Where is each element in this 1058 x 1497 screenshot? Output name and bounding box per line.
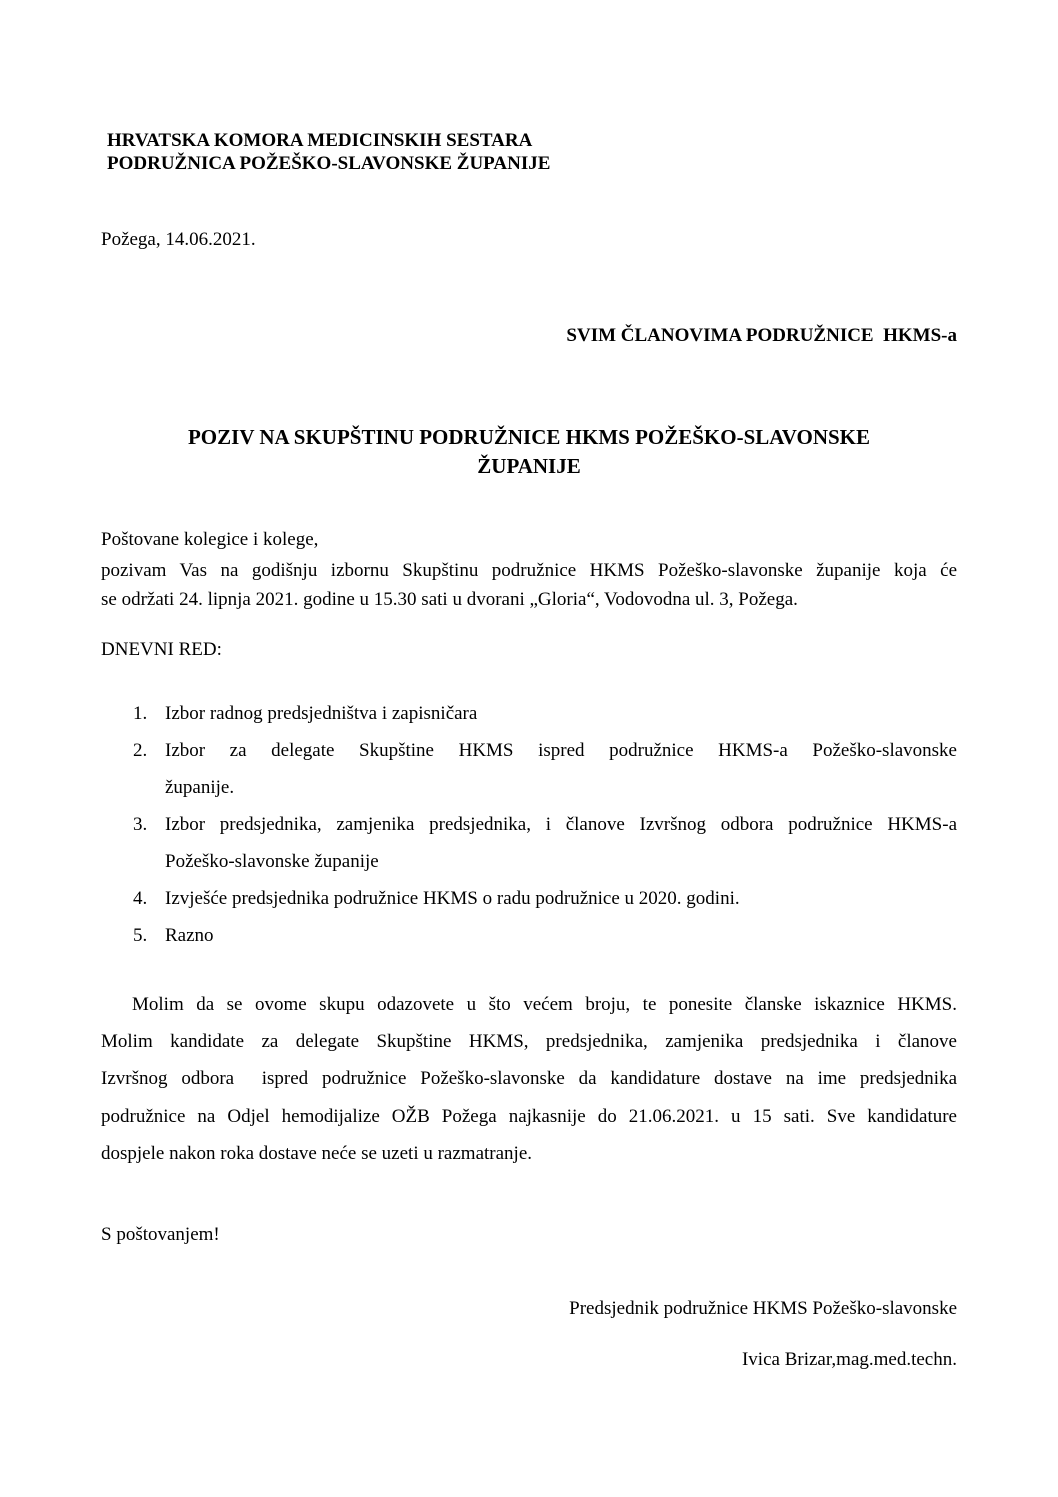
- agenda-item-number: 3.: [133, 814, 148, 835]
- agenda-item: [101, 880, 957, 917]
- intro-paragraph: [101, 556, 957, 614]
- agenda-item-text: Izbor radnog predsjedništva i zapisničara: [165, 703, 478, 724]
- agenda-item-number: 2.: [133, 740, 148, 761]
- closing-line: Molim da se ovome skupu odazovete u što većem broju, te ponesite članske iskaznice HKMS.: [132, 994, 957, 1015]
- signature-title: Predsjednik podružnice HKMS Požeško-slavonske: [569, 1298, 957, 1319]
- document-title-line: POZIV NA SKUPŠTINU PODRUŽNICE HKMS POŽEŠKO-SLAVONSKE: [187, 425, 871, 449]
- salutation: Poštovane kolegice i kolege,: [101, 529, 319, 550]
- organization-name: HRVATSKA KOMORA MEDICINSKIH SESTARA: [107, 130, 533, 151]
- agenda-item: [101, 806, 957, 880]
- closing-paragraph: [101, 986, 957, 1172]
- agenda-item-text: Izbor predsjednika, zamjenika predsjednika, i članove Izvršnog odbora podružnice HKMS-a: [165, 814, 957, 835]
- agenda-item-number: 1.: [133, 703, 148, 724]
- closing-line: podružnice na Odjel hemodijalize OŽB Požega najkasnije do 21.06.2021. u 15 sati. Sve kandidature: [101, 1105, 957, 1127]
- agenda-item-text: Izvješće predsjednika podružnice HKMS o radu podružnice u 2020. godini.: [165, 888, 740, 909]
- agenda-item-text: županije.: [165, 777, 235, 798]
- document-title-line: ŽUPANIJE: [477, 454, 581, 478]
- agenda-item-number: 4.: [133, 888, 148, 909]
- closing-line: Molim kandidate za delegate Skupštine HKMS, predsjednika, zamjenika predsjednika i članove: [101, 1031, 957, 1053]
- branch-name: PODRUŽNICA POŽEŠKO-SLAVONSKE ŽUPANIJE: [107, 153, 551, 174]
- intro-line: se održati 24. lipnja 2021. godine u 15.30 sati u dvorani „Gloria“, Vodovodna ul. 3, Požega.: [101, 589, 798, 610]
- agenda-item: [101, 732, 957, 806]
- document-title: [101, 423, 957, 481]
- agenda-item-text: Požeško-slavonske županije: [165, 851, 379, 872]
- closing-line: dospjele nakon roka dostave neće se uzeti u razmatranje.: [101, 1142, 533, 1164]
- place-and-date: Požega, 14.06.2021.: [101, 229, 256, 250]
- closing-line: Izvršnog odbora ispred podružnice Požeško-slavonske da kandidature dostave na ime predsjednika: [101, 1068, 957, 1090]
- intro-line: pozivam Vas na godišnju izbornu Skupštinu podružnice HKMS Požeško-slavonske županije koja će: [101, 560, 957, 581]
- recipient-line: SVIM ČLANOVIMA PODRUŽNICE HKMS-a: [566, 325, 957, 346]
- agenda-list: [101, 695, 957, 954]
- signature-name: Ivica Brizar,mag.med.techn.: [741, 1349, 957, 1370]
- agenda-item: [101, 695, 957, 732]
- agenda-item: [101, 917, 957, 954]
- agenda-heading: DNEVNI RED:: [101, 639, 222, 660]
- agenda-item-number: 5.: [133, 925, 148, 946]
- regards: S poštovanjem!: [101, 1224, 220, 1245]
- agenda-item-text: Izbor za delegate Skupštine HKMS ispred podružnice HKMS-a Požeško-slavonske: [165, 740, 957, 761]
- agenda-item-text: Razno: [165, 925, 214, 946]
